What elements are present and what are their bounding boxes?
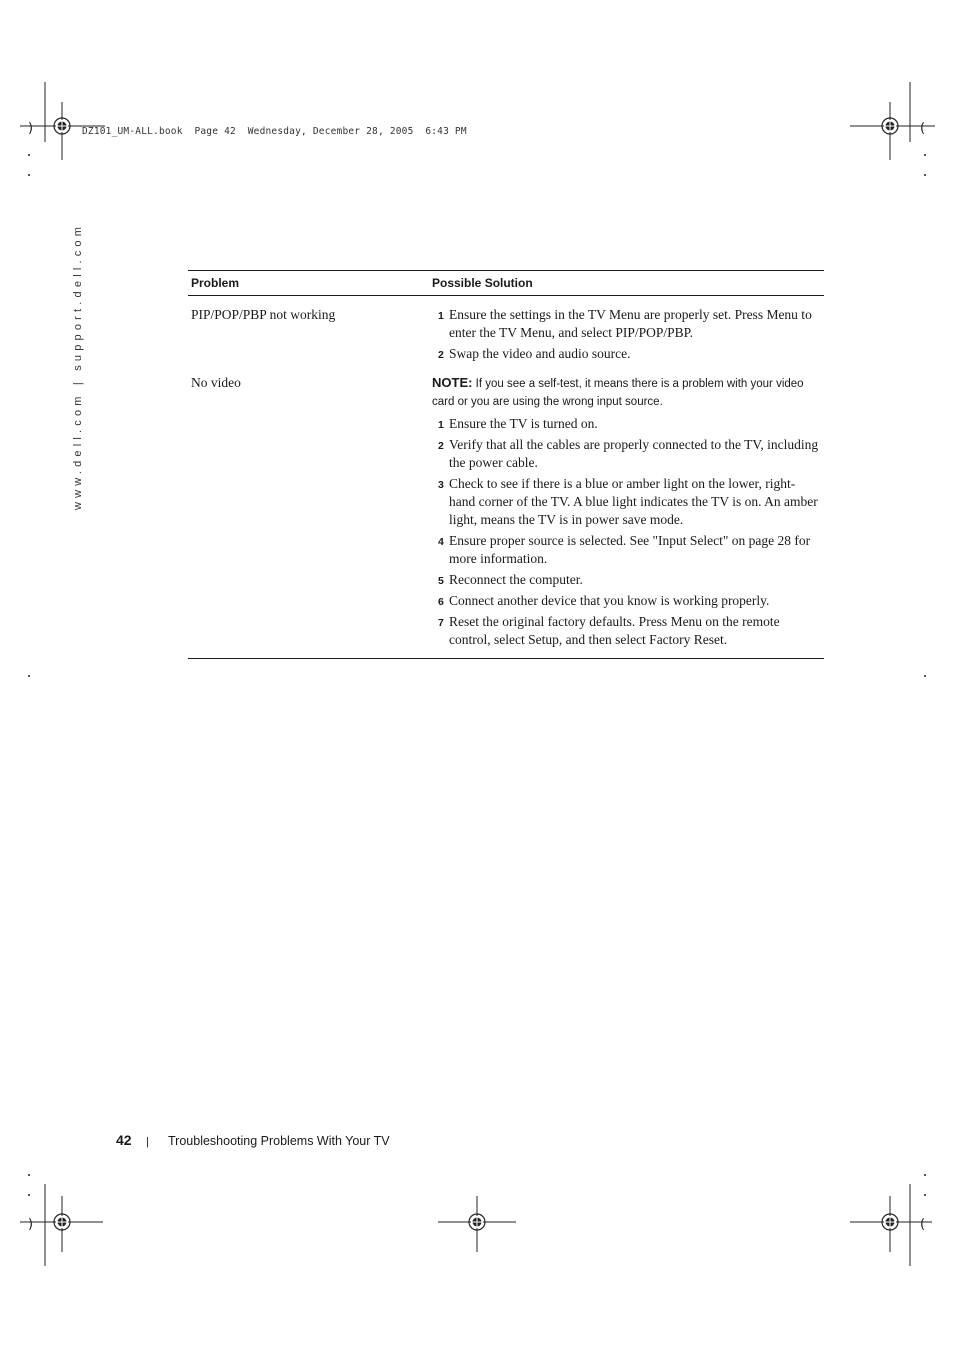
solution-step bbox=[432, 436, 821, 472]
table-row bbox=[188, 370, 824, 659]
solution-step bbox=[432, 613, 821, 649]
solution-step bbox=[432, 571, 821, 589]
trim-tick bbox=[924, 154, 926, 156]
step-text: Swap the video and audio source. bbox=[449, 346, 631, 361]
step-number: 6 bbox=[438, 596, 444, 608]
step-text: Check to see if there is a blue or amber light on the lower, right-hand corner of the TV. A blue light indicates the TV is on. An amber light, means the TV is in power save mode. bbox=[449, 476, 818, 527]
solution-step bbox=[432, 345, 821, 363]
note-block bbox=[432, 374, 821, 411]
column-header-solution: Possible Solution bbox=[429, 271, 824, 296]
step-number: 1 bbox=[438, 310, 444, 322]
trim-tick bbox=[924, 1194, 926, 1196]
solution-step bbox=[432, 415, 821, 433]
registration-mark-bottom-center bbox=[430, 1176, 524, 1276]
note-text: If you see a self-test, it means there is a problem with your video card or you are using the wrong input source. bbox=[432, 378, 804, 408]
trim-tick bbox=[924, 174, 926, 176]
trim-tick bbox=[28, 174, 30, 176]
step-number: 2 bbox=[438, 440, 444, 452]
side-url-text: www.dell.com | support.dell.com bbox=[72, 222, 84, 510]
step-number: 4 bbox=[438, 536, 444, 548]
svg-text:(: ( bbox=[920, 121, 926, 136]
page-footer bbox=[116, 1132, 390, 1148]
step-number: 7 bbox=[438, 617, 444, 629]
print-slug-header: DZ101_UM-ALL.book Page 42 Wednesday, December 28, 2005 6:43 PM bbox=[82, 126, 467, 137]
step-number: 1 bbox=[438, 419, 444, 431]
solution-step bbox=[432, 306, 821, 342]
solution-step bbox=[432, 532, 821, 568]
svg-text:(: ( bbox=[920, 1217, 926, 1232]
trim-tick bbox=[28, 1174, 30, 1176]
solution-cell bbox=[429, 296, 824, 371]
step-text: Reset the original factory defaults. Press Menu on the remote control, select Setup, and then select Factory Reset. bbox=[449, 614, 780, 647]
page-number: 42 bbox=[116, 1132, 132, 1148]
registration-mark-bottom-left bbox=[0, 1176, 110, 1276]
step-text: Ensure proper source is selected. See "Input Select" on page 28 for more information. bbox=[449, 533, 811, 566]
problem-cell: PIP/POP/PBP not working bbox=[191, 307, 336, 322]
step-text: Verify that all the cables are properly connected to the TV, including the power cable. bbox=[449, 437, 819, 470]
step-text: Reconnect the computer. bbox=[449, 572, 583, 587]
table-row bbox=[188, 296, 824, 371]
step-number: 3 bbox=[438, 479, 444, 491]
registration-mark-top-right bbox=[840, 80, 954, 180]
problem-cell: No video bbox=[188, 370, 429, 659]
svg-text:): ) bbox=[28, 1217, 34, 1232]
solution-step bbox=[432, 475, 821, 529]
step-number: 2 bbox=[438, 349, 444, 361]
solution-cell bbox=[429, 370, 824, 659]
solution-step bbox=[432, 592, 821, 610]
registration-mark-bottom-right bbox=[840, 1176, 954, 1276]
table-header-row bbox=[188, 271, 824, 296]
footer-section-title: Troubleshooting Problems With Your TV bbox=[168, 1134, 390, 1148]
footer-separator: | bbox=[146, 1136, 149, 1148]
svg-text:): ) bbox=[28, 121, 34, 136]
trim-tick bbox=[28, 675, 30, 677]
trim-tick bbox=[924, 675, 926, 677]
note-label: NOTE: bbox=[432, 375, 473, 390]
step-number: 5 bbox=[438, 575, 444, 587]
step-text: Ensure the settings in the TV Menu are properly set. Press Menu to enter the TV Menu, and select PIP/POP/PBP. bbox=[449, 307, 812, 340]
trim-tick bbox=[28, 1194, 30, 1196]
trim-tick bbox=[924, 1174, 926, 1176]
step-text: Ensure the TV is turned on. bbox=[449, 416, 598, 431]
column-header-problem: Problem bbox=[188, 271, 429, 296]
troubleshooting-table bbox=[188, 270, 824, 659]
step-text: Connect another device that you know is working properly. bbox=[449, 593, 770, 608]
trim-tick bbox=[28, 154, 30, 156]
